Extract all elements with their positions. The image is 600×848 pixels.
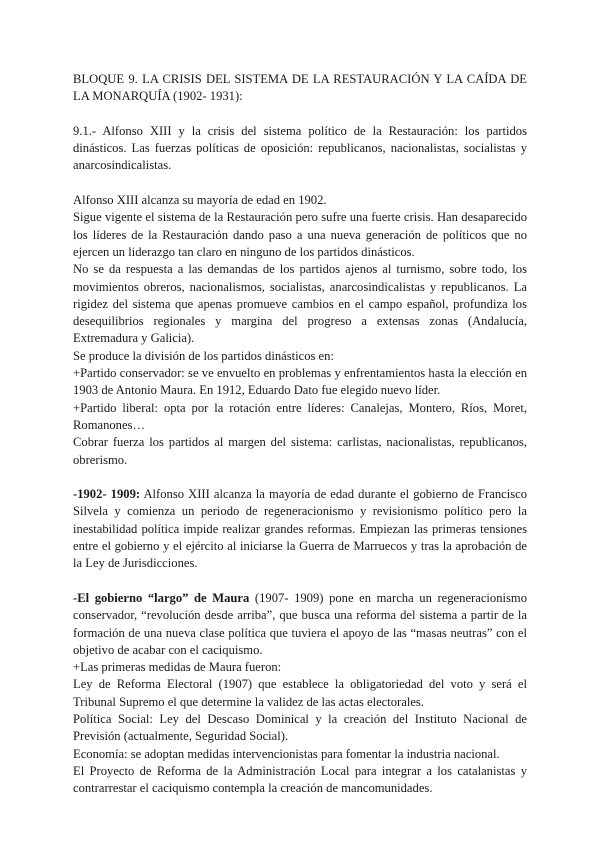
paragraph-lead: -1902- 1909: bbox=[73, 487, 141, 502]
paragraph: Economía: se adoptan medidas intervencionistas para fomentar la industria nacional. bbox=[73, 746, 500, 761]
paragraph-maura bbox=[73, 590, 527, 659]
paragraph: +Las primeras medidas de Maura fueron: bbox=[73, 660, 282, 675]
paragraph: Ley de Reforma Electoral (1907) que establece la obligatoriedad del voto y será el Tribunal Supremo el que determine la validez de las actas electorales. bbox=[73, 677, 527, 709]
paragraph-text: Alfonso XIII alcanza la mayoría de edad durante el gobierno de Francisco Silvela y comienza un periodo de regeneracionismo y revisionismo político pero la inestabilidad política impide realizar grandes reformas. Empiezan las primeras tensiones entre el gobierno y el ejército al iniciarse la Guerra de Marruecos y tras la aprobación de la Ley de Jurisdicciones. bbox=[73, 487, 528, 571]
paragraph: Cobrar fuerza los partidos al margen del sistema: carlistas, nacionalistas, republicanos, obrerismo. bbox=[73, 435, 527, 467]
paragraph: El Proyecto de Reforma de la Administración Local para integrar a los catalanistas y contrarrestar el caciquismo contempla la creación de mancomunidades. bbox=[73, 763, 527, 796]
paragraph-1902-1909 bbox=[73, 486, 527, 572]
section-heading: 9.1.- Alfonso XIII y la crisis del sistema político de la Restauración: los partidos dinásticos. Las fuerzas políticas de oposición: republicanos, nacionalistas, socialistas y anarcosindicalistas. bbox=[73, 123, 527, 173]
paragraph: Alfonso XIII alcanza su mayoría de edad en 1902. bbox=[73, 193, 327, 208]
document-title: BLOQUE 9. LA CRISIS DEL SISTEMA DE LA RESTAURACIÓN Y LA CAÍDA DE LA MONARQUÍA (1902- 1931): bbox=[73, 72, 527, 104]
paragraph-text: (1907- 1909) pone en marcha un regeneracionismo conservador, “revolución desde arriba”, que busca una reforma del sistema a partir de la formación de una nueva clase política que tuviera el apoyo de las “masas neutras” con el objetivo de acabar con el caciquismo. bbox=[73, 590, 527, 657]
spacer bbox=[73, 106, 527, 123]
spacer bbox=[73, 469, 527, 486]
paragraph: Sigue vigente el sistema de la Restauración pero sufre una fuerte crisis. Han desaparecido los líderes de la Restauración dando paso a una nueva generación de políticos que no ejercen un liderazgo tan claro en ninguno de los partidos dinásticos. bbox=[73, 210, 527, 259]
spacer bbox=[73, 573, 527, 590]
paragraph: Política Social: Ley del Descaso Dominical y la creación del Instituto Nacional de Previsión (actualmente, Seguridad Social). bbox=[73, 711, 527, 744]
paragraph-lead: -El gobierno “largo” de Maura bbox=[73, 590, 250, 605]
paragraph: No se da respuesta a las demandas de los partidos ajenos al turnismo, sobre todo, los movimientos obreros, nacionalismos, socialistas, anarcosindicalistas y republicanos. La rigidez del sistema que apenas promueve cambios en el campo español, profundiza los desequilibrios regionales y margina del progreso a extensas zonas (Andalucía, Extremadura y Galicia). bbox=[73, 262, 527, 346]
paragraph: Se produce la división de los partidos dinásticos en: bbox=[73, 348, 334, 363]
paragraph: +Partido liberal: opta por la rotación entre líderes: Canalejas, Montero, Ríos, Moret, Romanones… bbox=[73, 400, 527, 432]
document-body bbox=[73, 71, 527, 797]
paragraph: +Partido conservador: se ve envuelto en problemas y enfrentamientos hasta la elección en 1903 de Antonio Maura. En 1912, Eduardo Dato fue elegido nuevo líder. bbox=[73, 366, 527, 398]
spacer bbox=[73, 175, 527, 192]
